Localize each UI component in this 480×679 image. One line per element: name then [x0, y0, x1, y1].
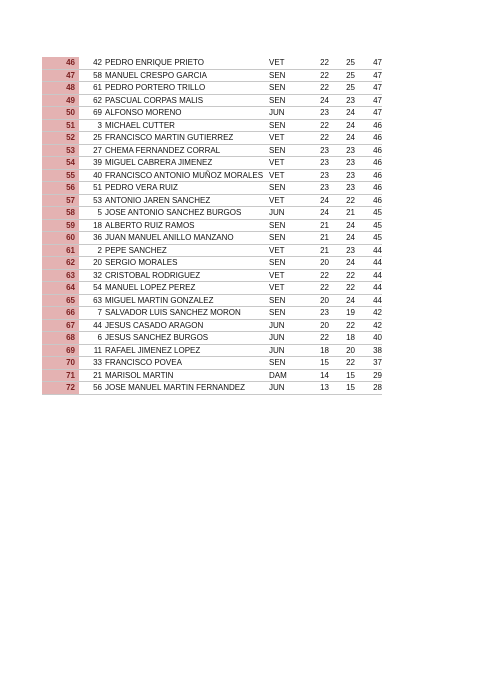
score-two-cell: 23 [329, 157, 355, 170]
score-one-cell: 22 [305, 282, 329, 295]
table-row [42, 269, 382, 282]
athlete-name-cell: SALVADOR LUIS SANCHEZ MORON [105, 307, 265, 320]
score-one-cell: 22 [305, 57, 329, 69]
score-two-cell: 22 [329, 319, 355, 332]
bib-number-cell: 20 [79, 257, 105, 270]
bib-number-cell: 7 [79, 307, 105, 320]
score-two-cell: 23 [329, 182, 355, 195]
total-cell: 42 [355, 319, 382, 332]
bib-number-cell: 56 [79, 382, 105, 395]
score-two-cell: 18 [329, 332, 355, 345]
position-cell: 70 [42, 357, 79, 370]
table-row [42, 182, 382, 195]
athlete-name-cell: FRANCISCO ANTONIO MUÑOZ MORALES [105, 170, 264, 180]
bib-number-cell: 44 [79, 319, 105, 332]
position-cell: 61 [42, 244, 79, 257]
total-cell: 47 [355, 94, 382, 107]
athlete-name-cell: JOSE MANUEL MARTIN FERNANDEZ [105, 382, 265, 395]
category-cell: VET [265, 169, 305, 182]
score-one-cell: 20 [305, 319, 329, 332]
score-two-cell: 24 [329, 257, 355, 270]
total-cell: 29 [355, 369, 382, 382]
bib-number-cell: 36 [79, 232, 105, 245]
position-cell: 54 [42, 157, 79, 170]
total-cell: 45 [355, 219, 382, 232]
score-one-cell: 14 [305, 369, 329, 382]
bib-number-cell: 11 [79, 344, 105, 357]
table-row [42, 294, 382, 307]
athlete-name-cell: MARISOL MARTIN [105, 369, 265, 382]
bib-number-cell: 58 [79, 69, 105, 82]
total-cell: 44 [355, 244, 382, 257]
table-row [42, 319, 382, 332]
bib-number-cell: 63 [79, 294, 105, 307]
athlete-name-cell: SERGIO MORALES [105, 257, 265, 270]
athlete-name-cell: CHEMA FERNANDEZ CORRAL [105, 144, 265, 157]
category-cell: SEN [265, 294, 305, 307]
score-one-cell: 13 [305, 382, 329, 395]
bib-number-cell: 42 [79, 57, 105, 69]
score-two-cell: 22 [329, 357, 355, 370]
table-row [42, 257, 382, 270]
bib-number-cell: 53 [79, 194, 105, 207]
athlete-name-cell: MIGUEL MARTIN GONZALEZ [105, 294, 265, 307]
category-cell: JUN [265, 319, 305, 332]
position-cell: 47 [42, 69, 79, 82]
position-cell: 71 [42, 369, 79, 382]
table-row [42, 219, 382, 232]
category-cell: VET [265, 194, 305, 207]
score-two-cell: 19 [329, 307, 355, 320]
score-two-cell: 22 [329, 194, 355, 207]
score-one-cell: 22 [305, 332, 329, 345]
table-row [42, 307, 382, 320]
athlete-name-cell: PEPE SANCHEZ [105, 244, 265, 257]
table-row [42, 94, 382, 107]
athlete-name-cell: ALBERTO RUIZ RAMOS [105, 219, 265, 232]
table-row [42, 82, 382, 95]
position-cell: 68 [42, 332, 79, 345]
total-cell: 37 [355, 357, 382, 370]
category-cell: SEN [265, 69, 305, 82]
score-one-cell: 22 [305, 269, 329, 282]
category-cell: JUN [265, 107, 305, 120]
score-two-cell: 23 [329, 94, 355, 107]
table-row [42, 132, 382, 145]
position-cell: 72 [42, 382, 79, 395]
total-cell: 38 [355, 344, 382, 357]
total-cell: 42 [355, 307, 382, 320]
total-cell: 46 [355, 182, 382, 195]
score-two-cell: 24 [329, 294, 355, 307]
category-cell: SEN [265, 232, 305, 245]
athlete-name-cell: MIGUEL CABRERA JIMENEZ [105, 157, 265, 170]
score-one-cell: 22 [305, 69, 329, 82]
table-row [42, 107, 382, 120]
category-cell: SEN [265, 307, 305, 320]
position-cell: 65 [42, 294, 79, 307]
table-row [42, 344, 382, 357]
score-two-cell: 23 [329, 244, 355, 257]
score-two-cell: 25 [329, 57, 355, 69]
table-row [42, 282, 382, 295]
total-cell: 46 [355, 157, 382, 170]
position-cell: 62 [42, 257, 79, 270]
table-row [42, 244, 382, 257]
table-row [42, 232, 382, 245]
table-row [42, 369, 382, 382]
bib-number-cell: 62 [79, 94, 105, 107]
category-cell: SEN [265, 257, 305, 270]
table-row [42, 332, 382, 345]
position-cell: 51 [42, 119, 79, 132]
bib-number-cell: 2 [79, 244, 105, 257]
bib-number-cell: 33 [79, 357, 105, 370]
score-one-cell: 22 [305, 119, 329, 132]
total-cell: 47 [355, 82, 382, 95]
category-cell: SEN [265, 182, 305, 195]
position-cell: 55 [42, 169, 79, 182]
table-row [42, 144, 382, 157]
score-two-cell: 24 [329, 132, 355, 145]
total-cell: 46 [355, 169, 382, 182]
category-cell: VET [265, 157, 305, 170]
position-cell: 46 [42, 57, 79, 69]
category-cell: SEN [265, 357, 305, 370]
category-cell: SEN [265, 119, 305, 132]
position-cell: 67 [42, 319, 79, 332]
total-cell: 46 [355, 144, 382, 157]
category-cell: VET [265, 244, 305, 257]
bib-number-cell: 40 [79, 169, 105, 182]
category-cell: JUN [265, 344, 305, 357]
category-cell: SEN [265, 144, 305, 157]
total-cell: 45 [355, 207, 382, 220]
score-one-cell: 18 [305, 344, 329, 357]
table-row [42, 119, 382, 132]
position-cell: 58 [42, 207, 79, 220]
athlete-name-cell: MANUEL LOPEZ PEREZ [105, 282, 265, 295]
results-body [42, 57, 382, 394]
bib-number-cell: 5 [79, 207, 105, 220]
score-two-cell: 20 [329, 344, 355, 357]
bib-number-cell: 32 [79, 269, 105, 282]
category-cell: DAM [265, 369, 305, 382]
score-one-cell: 24 [305, 194, 329, 207]
score-one-cell: 22 [305, 132, 329, 145]
score-one-cell: 23 [305, 182, 329, 195]
total-cell: 47 [355, 69, 382, 82]
bib-number-cell: 18 [79, 219, 105, 232]
bib-number-cell: 25 [79, 132, 105, 145]
position-cell: 48 [42, 82, 79, 95]
athlete-name-cell: CRISTOBAL RODRIGUEZ [105, 269, 265, 282]
athlete-name-cell: MANUEL CRESPO GARCIA [105, 69, 265, 82]
athlete-name-cell: JOSE ANTONIO SANCHEZ BURGOS [105, 207, 265, 220]
bib-number-cell: 27 [79, 144, 105, 157]
table-row [42, 357, 382, 370]
position-cell: 56 [42, 182, 79, 195]
athlete-name-cell: ALFONSO MORENO [105, 107, 265, 120]
score-two-cell: 25 [329, 69, 355, 82]
athlete-name-cell: RAFAEL JIMENEZ LOPEZ [105, 344, 265, 357]
athlete-name-cell: PEDRO VERA RUIZ [105, 182, 265, 195]
position-cell: 59 [42, 219, 79, 232]
category-cell: VET [265, 282, 305, 295]
athlete-name-cell: PASCUAL CORPAS MALIS [105, 94, 265, 107]
score-one-cell: 23 [305, 107, 329, 120]
score-two-cell: 24 [329, 119, 355, 132]
total-cell: 44 [355, 269, 382, 282]
score-two-cell: 22 [329, 282, 355, 295]
score-two-cell: 24 [329, 107, 355, 120]
total-cell: 46 [355, 119, 382, 132]
score-two-cell: 15 [329, 382, 355, 395]
category-cell: SEN [265, 94, 305, 107]
score-one-cell: 15 [305, 357, 329, 370]
score-two-cell: 23 [329, 169, 355, 182]
category-cell: SEN [265, 219, 305, 232]
position-cell: 57 [42, 194, 79, 207]
athlete-name-cell: PEDRO PORTERO TRILLO [105, 82, 265, 95]
position-cell: 63 [42, 269, 79, 282]
category-cell: VET [265, 57, 305, 69]
athlete-name-cell: FRANCISCO POVEA [105, 357, 265, 370]
bib-number-cell: 3 [79, 119, 105, 132]
position-cell: 52 [42, 132, 79, 145]
score-one-cell: 20 [305, 294, 329, 307]
bib-number-cell: 39 [79, 157, 105, 170]
score-one-cell: 24 [305, 94, 329, 107]
score-two-cell: 25 [329, 82, 355, 95]
results-table [42, 57, 382, 395]
total-cell: 40 [355, 332, 382, 345]
score-one-cell: 20 [305, 257, 329, 270]
position-cell: 53 [42, 144, 79, 157]
score-two-cell: 24 [329, 232, 355, 245]
total-cell: 44 [355, 294, 382, 307]
score-one-cell: 21 [305, 219, 329, 232]
bib-number-cell: 21 [79, 369, 105, 382]
table-row [42, 169, 382, 182]
score-two-cell: 22 [329, 269, 355, 282]
total-cell: 47 [355, 107, 382, 120]
total-cell: 44 [355, 257, 382, 270]
bib-number-cell: 69 [79, 107, 105, 120]
table-row [42, 207, 382, 220]
table-row [42, 69, 382, 82]
total-cell: 46 [355, 194, 382, 207]
position-cell: 60 [42, 232, 79, 245]
score-one-cell: 21 [305, 232, 329, 245]
bib-number-cell: 61 [79, 82, 105, 95]
position-cell: 69 [42, 344, 79, 357]
score-one-cell: 23 [305, 169, 329, 182]
athlete-name-cell: PEDRO ENRIQUE PRIETO [105, 57, 265, 69]
total-cell: 45 [355, 232, 382, 245]
category-cell: JUN [265, 332, 305, 345]
score-one-cell: 21 [305, 244, 329, 257]
score-two-cell: 24 [329, 219, 355, 232]
athlete-name-cell: JUAN MANUEL ANILLO MANZANO [105, 232, 265, 245]
athlete-name-cell: MICHAEL CUTTER [105, 119, 265, 132]
bib-number-cell: 51 [79, 182, 105, 195]
total-cell: 46 [355, 132, 382, 145]
athlete-name-cell: FRANCISCO MARTIN GUTIERREZ [105, 132, 265, 145]
category-cell: SEN [265, 82, 305, 95]
table-row [42, 157, 382, 170]
bib-number-cell: 6 [79, 332, 105, 345]
position-cell: 49 [42, 94, 79, 107]
score-one-cell: 23 [305, 157, 329, 170]
score-two-cell: 21 [329, 207, 355, 220]
total-cell: 47 [355, 57, 382, 69]
athlete-name-cell: JESUS SANCHEZ BURGOS [105, 332, 265, 345]
position-cell: 50 [42, 107, 79, 120]
score-one-cell: 22 [305, 82, 329, 95]
table-row [42, 194, 382, 207]
total-cell: 28 [355, 382, 382, 395]
score-one-cell: 23 [305, 307, 329, 320]
category-cell: JUN [265, 382, 305, 395]
athlete-name-cell: ANTONIO JAREN SANCHEZ [105, 194, 265, 207]
table-row [42, 382, 382, 395]
score-two-cell: 23 [329, 144, 355, 157]
score-one-cell: 24 [305, 207, 329, 220]
table-row [42, 57, 382, 69]
category-cell: JUN [265, 207, 305, 220]
total-cell: 44 [355, 282, 382, 295]
athlete-name-cell: JESUS CASADO ARAGON [105, 319, 265, 332]
score-two-cell: 15 [329, 369, 355, 382]
category-cell: VET [265, 132, 305, 145]
score-one-cell: 23 [305, 144, 329, 157]
position-cell: 64 [42, 282, 79, 295]
category-cell: VET [265, 269, 305, 282]
position-cell: 66 [42, 307, 79, 320]
bib-number-cell: 54 [79, 282, 105, 295]
